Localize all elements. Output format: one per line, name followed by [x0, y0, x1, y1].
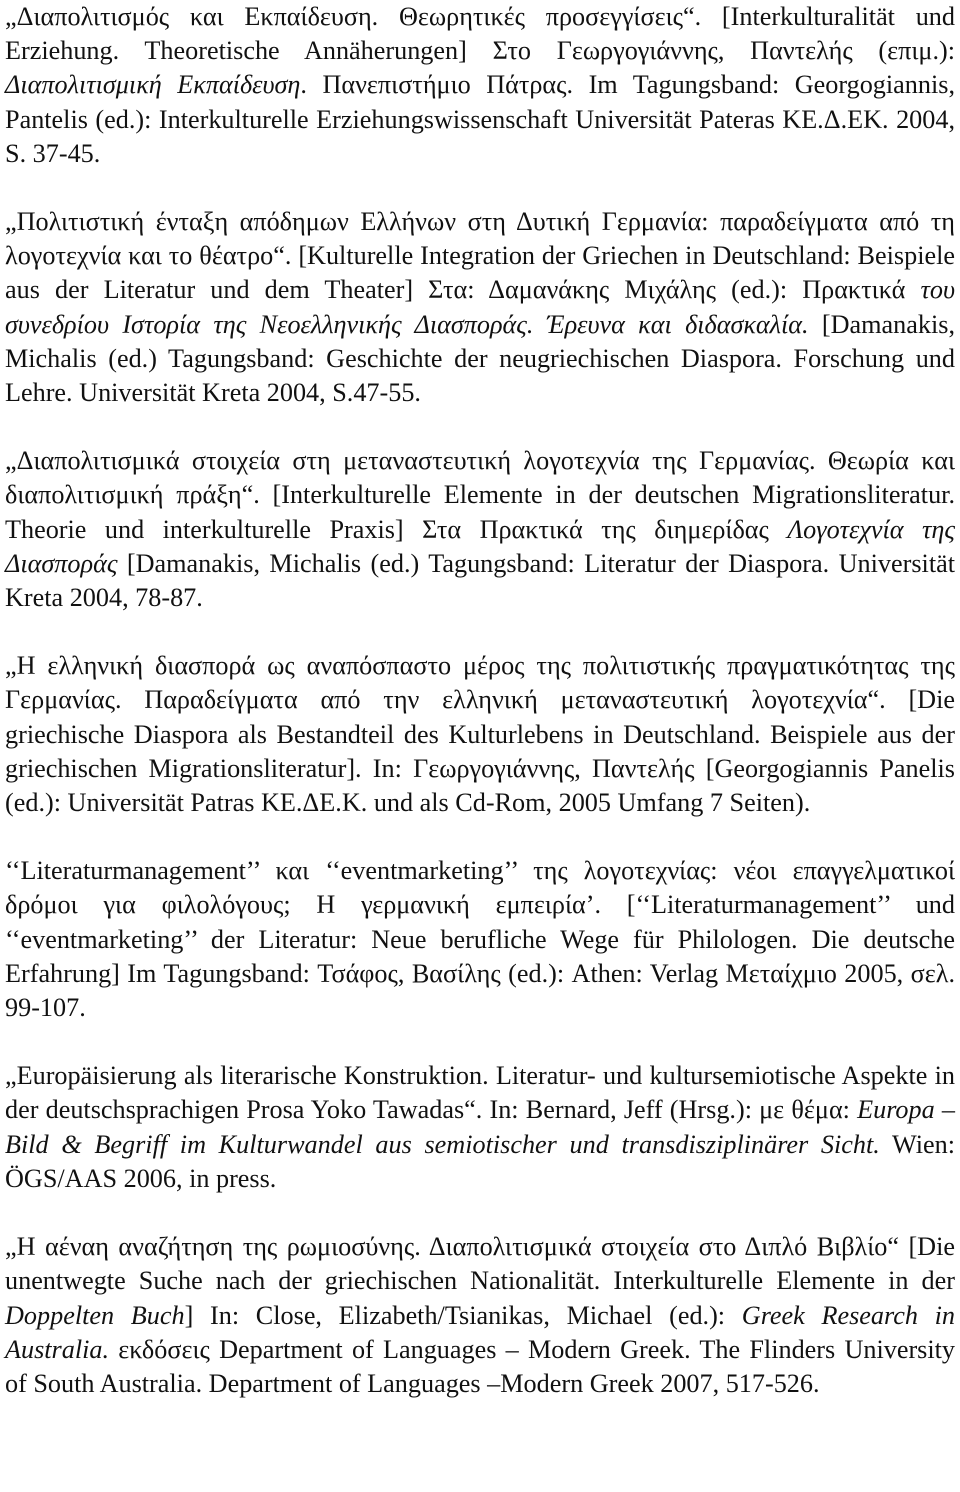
- entry-text: . Πανεπιστήμιο Πάτρας. Im Tagungsband: Georgogiannis, Pantelis (ed.): Interkulturelle Erziehungswissenschaft Universität Pateras ΚΕ.Δ.ΕΚ. 2004, S. 37-45.: [5, 70, 955, 168]
- entry-text: „Πολιτιστική ένταξη απόδημων Ελλήνων στη Δυτική Γερμανία: παραδείγματα από τη λογοτεχνία και το θέατρο“. [Kulturelle Integration der Griechen in Deutschland: Beispiele aus der Literatur und dem Theater] Στα: Δαμανάκης Μιχάλης (ed.): Πρακτικά: [5, 207, 955, 305]
- bibliography-entry: [5, 1059, 955, 1196]
- bibliography-entry: [5, 1230, 955, 1401]
- entry-text: ‘‘Literaturmanagement’’ και ‘‘eventmarketing’’ της λογοτεχνίας: νέοι επαγγελματικοί δρόμοι για φιλολόγους; Η γερμανική εμπειρία’. [‘‘Literaturmanagement’’ und ‘‘eventmarketing’’ der Literatur: Neue berufliche Wege für Philologen. Die deutsche Erfahrung] Im Tagungsband: Τσάφος, Βασίλης (ed.): Athen: Verlag Μεταίχμιο 2005, σελ. 99-107.: [5, 856, 955, 1023]
- entry-title-italic: Λογοτεχνία της Διασποράς: [5, 514, 955, 578]
- entry-text: εκδόσεις Department of Languages – Modern Greek. The Flinders University of South Australia. Department of Languages –Modern Greek 2007, 517-526.: [5, 1334, 955, 1398]
- entry-text: [Damanakis, Michalis (ed.) Tagungsband: Literatur der Diaspora. Universität Kreta 2004, 78-87.: [5, 548, 955, 613]
- entry-title-italic: Διαπολιτισμική Εκπαίδευση: [5, 70, 301, 100]
- entry-text: „Η ελληνική διασπορά ως αναπόσπαστο μέρος της πολιτιστικής πραγματικότητας της Γερμανίας. Παραδείγματα από την ελληνική μεταναστευτική λογοτεχνία“. [Die griechische Diaspora als Bestandteil des Kulturlebens in Deutschland. Beispiele aus der griechischen Migrationsliteratur]. In: Γεωργογιάννης, Παντελής [Georgogiannis Panelis (ed.): Universität Patras ΚΕ.ΔΕ.Κ. und als Cd-Rom, 2005 Umfang 7 Seiten).: [5, 651, 955, 818]
- bibliography-page: [5, 0, 955, 1401]
- entry-text: „Διαπολιτισμικά στοιχεία στη μεταναστευτική λογοτεχνία της Γερμανίας. Θεωρία και διαπολιτισμική πράξη“. [Interkulturelle Elemente in der deutschen Migrationsliteratur. Theorie und interkulturelle Praxis] Στα Πρακτικά της διημερίδας: [5, 446, 955, 544]
- entry-title-italic: Europa – Bild & Begriff im Kulturwandel aus semiotischer und transdisziplinärer Sicht.: [5, 1095, 955, 1159]
- entry-text: „Διαπολιτισμός και Εκπαίδευση. Θεωρητικές προσεγγίσεις“. [Interkulturalität und Erziehung. Theoretische Annäherungen] Στο Γεωργογιάννης, Παντελής (επιμ.):: [5, 2, 955, 66]
- entry-text: Wien: ÖGS/AAS 2006, in press.: [5, 1129, 955, 1193]
- entry-text: „Η αέναη αναζήτηση της ρωμιοσύνης. Διαπολιτισμικά στοιχεία στο Διπλό Βιβλίο“ [Die unentwegte Suche nach der griechischen Nationalität. Interkulturelle Elemente in der: [5, 1232, 955, 1296]
- entry-text: [Damanakis, Michalis (ed.) Tagungsband: Geschichte der neugriechischen Diaspora. Forschung und Lehre. Universität Kreta 2004, S.47-55.: [5, 309, 955, 408]
- bibliography-entry: [5, 205, 955, 410]
- bibliography-entry: [5, 444, 955, 615]
- bibliography-entry: [5, 854, 955, 1025]
- entry-title-italic: του συνεδρίου Ιστορία της Νεοελληνικής Διασποράς. Έρευνα και διδασκαλία.: [5, 275, 955, 339]
- entry-text: „Europäisierung als literarische Konstruktion. Literatur- und kultursemiotische Aspekte in der deutschsprachigen Prosa Yoko Tawadas“. In: Bernard, Jeff (Hrsg.): με θέμα:: [5, 1061, 955, 1125]
- entry-title-italic: Greek Research in Australia.: [5, 1300, 955, 1364]
- entry-text: ] In: Close, Elizabeth/Tsianikas, Michael (ed.):: [184, 1300, 742, 1330]
- bibliography-entry: [5, 0, 955, 171]
- entry-title-italic: Doppelten Buch: [5, 1300, 185, 1330]
- bibliography-entry: [5, 649, 955, 820]
